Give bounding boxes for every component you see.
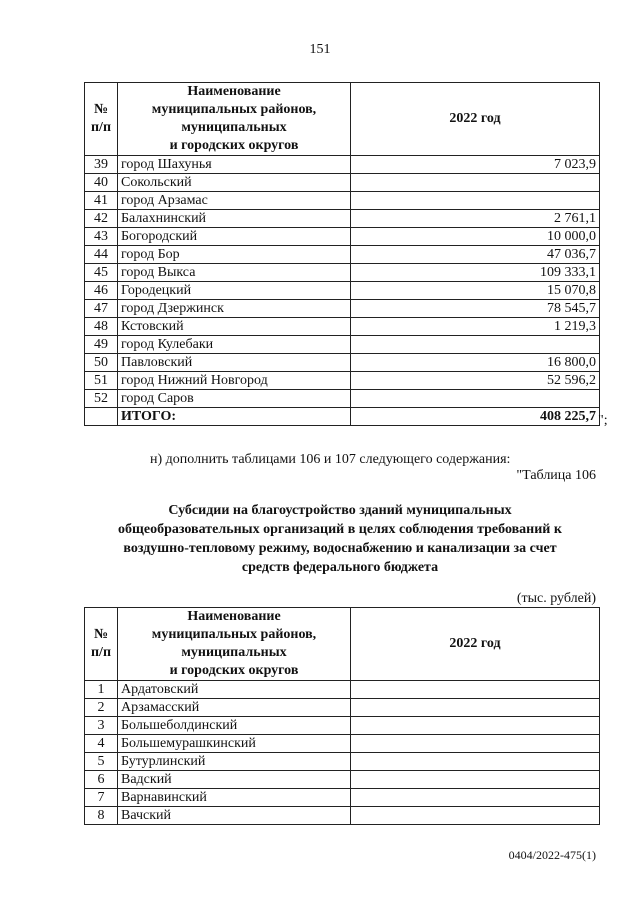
row-value [351,390,600,408]
row-number: 6 [85,771,118,789]
row-value [351,771,600,789]
row-number: 2 [85,699,118,717]
table-row [85,735,600,753]
closing-quote: "; [598,413,608,428]
table-row [85,192,600,210]
header-number-line: № [93,102,109,117]
row-value: 109 333,1 [351,264,600,282]
row-number: 50 [85,354,118,372]
row-number: 42 [85,210,118,228]
row-value [351,789,600,807]
row-number: 1 [85,681,118,699]
row-number: 47 [85,300,118,318]
row-number: 4 [85,735,118,753]
row-value: 7 023,9 [351,156,600,174]
header-name [118,608,351,681]
row-value [351,699,600,717]
row-name: Варнавинский [118,789,351,807]
row-number: 40 [85,174,118,192]
row-value [351,807,600,825]
total-value: 408 225,7 [351,408,600,426]
row-number: 46 [85,282,118,300]
row-name: Ардатовский [118,681,351,699]
table-row [85,771,600,789]
header-name-line: и городских округов [169,138,299,153]
table-row [85,246,600,264]
header-name-line: и городских округов [169,663,299,678]
row-name: Городецкий [118,282,351,300]
table-row [85,210,600,228]
table-row [85,300,600,318]
row-number: 8 [85,807,118,825]
row-number: 45 [85,264,118,282]
row-name: Бутурлинский [118,753,351,771]
row-name: город Шахунья [118,156,351,174]
row-number: 49 [85,336,118,354]
table-row [85,336,600,354]
heading-line: средств федерального бюджета [241,560,439,575]
row-number: 52 [85,390,118,408]
row-number: 44 [85,246,118,264]
row-name: Большемурашкинский [118,735,351,753]
row-name: город Арзамас [118,192,351,210]
header-name-line: муниципальных [181,645,287,660]
table-row [85,264,600,282]
row-value [351,174,600,192]
row-name: город Дзержинск [118,300,351,318]
total-row [85,408,600,426]
total-label: ИТОГО: [118,408,351,426]
header-name [118,83,351,156]
table-row [85,681,600,699]
row-value: 10 000,0 [351,228,600,246]
heading-line: общеобразовательных организаций в целях соблюдения требований к [118,522,562,537]
row-number: 48 [85,318,118,336]
total-number-cell [85,408,118,426]
row-name: Балахнинский [118,210,351,228]
unit-label: (тыс. рублей) [516,591,596,606]
subsidy-table-106 [84,607,600,825]
header-number [85,83,118,156]
row-name: город Нижний Новгород [118,372,351,390]
row-name: Сокольский [118,174,351,192]
table-body [85,681,600,825]
row-number: 7 [85,789,118,807]
table-row [85,807,600,825]
header-number-line: № [93,627,109,642]
row-number: 43 [85,228,118,246]
header-number-line: п/п [90,645,112,660]
document-code: 0404/2022-475(1) [508,848,596,862]
row-name: Вадский [118,771,351,789]
heading-line: Субсидии на благоустройство зданий муниципальных [168,503,512,518]
table-row [85,156,600,174]
row-value [351,753,600,771]
table-row [85,390,600,408]
heading-line: воздушно-тепловому режиму, водоснабжению и канализации за счет [123,541,557,556]
amendment-text: н) дополнить таблицами 106 и 107 следующего содержания: [150,452,511,467]
row-value: 47 036,7 [351,246,600,264]
table-row [85,318,600,336]
row-name: Арзамасский [118,699,351,717]
table-body [85,156,600,408]
header-name-line: Наименование [187,609,281,624]
header-name-line: муниципальных районов, [151,102,317,117]
header-year: 2022 год [351,83,600,156]
row-value [351,192,600,210]
table-header-row [85,83,600,156]
row-name: Богородский [118,228,351,246]
row-number: 41 [85,192,118,210]
row-name: Большеболдинский [118,717,351,735]
row-name: Вачский [118,807,351,825]
row-value: 78 545,7 [351,300,600,318]
table-row [85,174,600,192]
table-label: "Таблица 106 [516,468,596,483]
row-name: город Саров [118,390,351,408]
row-value: 52 596,2 [351,372,600,390]
subsidy-table-continued [84,82,600,426]
row-number: 39 [85,156,118,174]
row-value: 2 761,1 [351,210,600,228]
row-name: город Выкса [118,264,351,282]
table-row [85,354,600,372]
row-value: 1 219,3 [351,318,600,336]
row-name: город Бор [118,246,351,264]
table-row [85,717,600,735]
table-row [85,789,600,807]
header-name-line: Наименование [187,84,281,99]
row-value [351,717,600,735]
header-number-line: п/п [90,120,112,135]
row-value: 16 800,0 [351,354,600,372]
table-row [85,699,600,717]
table-row [85,372,600,390]
row-value: 15 070,8 [351,282,600,300]
page-number: 151 [309,42,331,57]
table-row [85,282,600,300]
table-heading [90,501,590,577]
row-value [351,735,600,753]
header-number [85,608,118,681]
header-year: 2022 год [351,608,600,681]
table-row [85,753,600,771]
row-name: город Кулебаки [118,336,351,354]
table-header-row [85,608,600,681]
row-value [351,336,600,354]
header-name-line: муниципальных [181,120,287,135]
row-number: 3 [85,717,118,735]
header-name-line: муниципальных районов, [151,627,317,642]
row-value [351,681,600,699]
table-row [85,228,600,246]
row-number: 51 [85,372,118,390]
row-number: 5 [85,753,118,771]
row-name: Кстовский [118,318,351,336]
row-name: Павловский [118,354,351,372]
